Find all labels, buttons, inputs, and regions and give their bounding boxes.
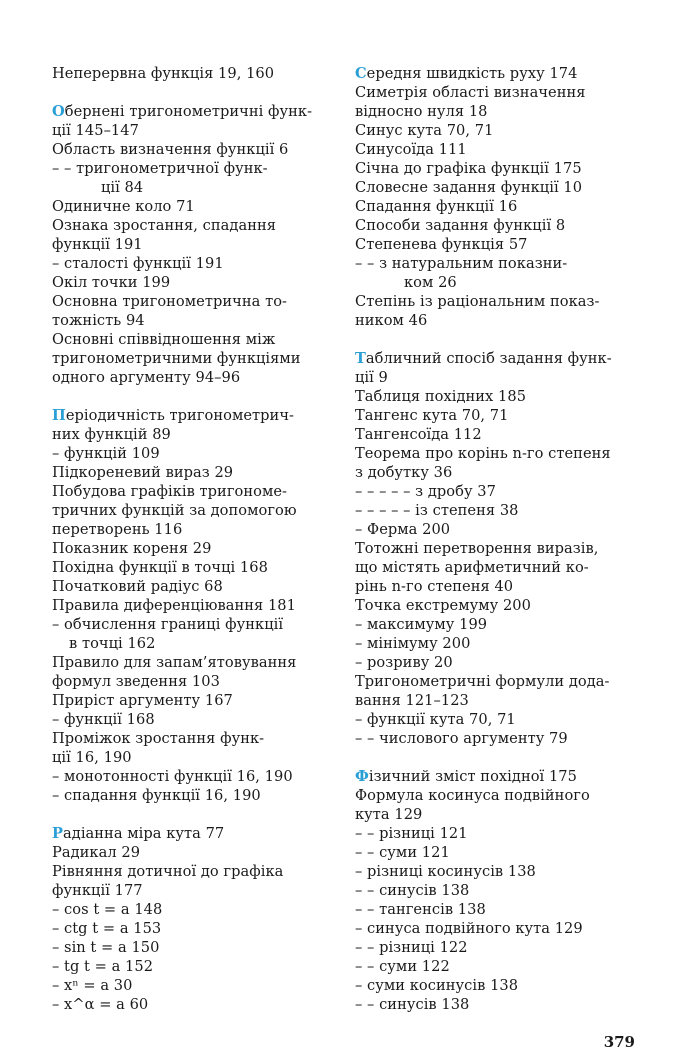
index-entry	[52, 254, 337, 273]
index-column-right	[355, 64, 655, 1014]
index-entry	[355, 501, 655, 520]
index-entry-text: Побудова графіків тригономе-	[52, 483, 288, 500]
index-entry-text: Тангенс кута 70, 71	[355, 407, 509, 424]
index-entry	[355, 843, 655, 862]
index-entry-text: ізичний зміст похідної 175	[368, 768, 577, 785]
index-entry	[355, 425, 655, 444]
index-entry	[52, 121, 337, 140]
index-entry	[52, 862, 337, 881]
index-entry	[52, 140, 337, 159]
index-entry-text: – – тригонометричної функ-	[52, 160, 268, 177]
index-entry	[52, 900, 337, 919]
index-entry	[355, 539, 655, 558]
index-entry	[355, 292, 655, 311]
index-entry-text: функції 177	[52, 882, 143, 899]
index-entry	[355, 254, 655, 273]
index-entry-text: Тотожні перетворення виразів,	[355, 540, 599, 557]
index-entry	[52, 368, 337, 387]
index-entry-text: тожність 94	[52, 312, 145, 329]
index-entry	[52, 520, 337, 539]
index-entry-text: абличний спосіб задання функ-	[365, 350, 612, 367]
index-entry-text: еріодичність тригонометрич-	[65, 407, 295, 424]
index-entry-text: Січна до графіка функції 175	[355, 160, 582, 177]
index-entry	[355, 520, 655, 539]
index-entry-text: відносно нуля 18	[355, 103, 488, 120]
index-entry	[52, 558, 337, 577]
index-section-heading	[52, 406, 337, 425]
index-entry	[355, 634, 655, 653]
index-entry	[355, 235, 655, 254]
index-entry	[355, 406, 655, 425]
index-entry-text: ком 26	[404, 274, 457, 291]
index-entry	[52, 957, 337, 976]
index-entry-text: Ознака зростання, спадання	[52, 217, 277, 234]
index-entry-text: – cos t = a 148	[52, 901, 163, 918]
index-entry	[52, 64, 337, 83]
index-entry-text: – – різниці 122	[355, 939, 468, 956]
index-entry	[52, 197, 337, 216]
index-entry	[355, 672, 655, 691]
index-entry	[355, 881, 655, 900]
index-entry	[52, 159, 337, 178]
index-section-heading	[52, 824, 337, 843]
index-entry-text: Рівняння дотичної до графіка	[52, 863, 284, 880]
index-entry-text: Окіл точки 199	[52, 274, 171, 291]
index-entry-text: Словесне задання функції 10	[355, 179, 583, 196]
index-entry-text: тригонометричними функціями	[52, 350, 301, 367]
index-entry-text: Одиничне коло 71	[52, 198, 195, 215]
index-entry-text: ції 84	[101, 179, 144, 196]
index-entry	[52, 786, 337, 805]
index-entry-text: перетворень 116	[52, 521, 183, 538]
index-section-heading	[52, 102, 337, 121]
index-entry-text: Симетрія області визначення	[355, 84, 586, 101]
index-entry-text: Правила диференціювання 181	[52, 597, 296, 614]
index-section-heading	[355, 64, 655, 83]
index-entry-text: – спадання функції 16, 190	[52, 787, 261, 804]
section-letter: Ф	[355, 768, 369, 785]
index-entry-text: – розриву 20	[355, 654, 453, 671]
index-entry	[52, 330, 337, 349]
index-entry	[355, 444, 655, 463]
index-entry-text: – Ферма 200	[355, 521, 451, 538]
index-entry-text: Степенева функція 57	[355, 236, 528, 253]
index-entry-text: ції 145–147	[52, 122, 139, 139]
index-entry-text: – максимуму 199	[355, 616, 488, 633]
section-gap	[355, 748, 655, 767]
index-entry-text: ції 16, 190	[52, 749, 132, 766]
index-entry	[355, 311, 655, 330]
index-entry	[355, 102, 655, 121]
index-entry-text: них функцій 89	[52, 426, 171, 443]
index-entry	[355, 976, 655, 995]
index-entry-text: – монотонності функції 16, 190	[52, 768, 293, 785]
index-entry-text: що містять арифметичний ко-	[355, 559, 589, 576]
index-section-heading	[355, 349, 655, 368]
index-entry	[52, 615, 337, 634]
index-entry	[355, 805, 655, 824]
index-entry-text: Підкореневий вираз 29	[52, 464, 234, 481]
index-entry-text: – суми косинусів 138	[355, 977, 519, 994]
index-entry-text: Формула косинуса подвійного	[355, 787, 590, 804]
index-entry-text: бернені тригонометричні функ-	[64, 103, 313, 120]
index-entry	[52, 995, 337, 1014]
index-entry	[52, 919, 337, 938]
index-entry	[52, 235, 337, 254]
section-letter: Р	[52, 825, 64, 842]
index-entry	[355, 197, 655, 216]
index-entry-text: – мінімуму 200	[355, 635, 471, 652]
index-entry-text: тричних функцій за допомогою	[52, 502, 297, 519]
index-entry	[355, 938, 655, 957]
index-entry-text: – функцій 109	[52, 445, 160, 462]
index-entry	[52, 482, 337, 501]
page-number: 379	[603, 1033, 635, 1051]
index-entry	[52, 425, 337, 444]
index-entry-text: – tg t = a 152	[52, 958, 154, 975]
index-entry-text: ником 46	[355, 312, 428, 329]
index-entry	[52, 292, 337, 311]
index-entry	[355, 216, 655, 235]
index-entry	[52, 710, 337, 729]
index-entry	[52, 463, 337, 482]
index-entry-text: Область визначення функції 6	[52, 141, 289, 158]
index-entry	[355, 653, 655, 672]
section-letter: Т	[355, 350, 366, 367]
index-entry-text: вання 121–123	[355, 692, 469, 709]
index-entry-text: – ctg t = a 153	[52, 920, 162, 937]
index-entry-text: ередня швидкість руху 174	[366, 65, 578, 82]
section-gap	[52, 805, 337, 824]
index-entry-text: – функції 168	[52, 711, 155, 728]
index-entry	[355, 482, 655, 501]
index-entry-text: Способи задання функції 8	[355, 217, 566, 234]
index-entry	[355, 995, 655, 1014]
index-entry-text: Показник кореня 29	[52, 540, 212, 557]
index-entry-text: Точка екстремуму 200	[355, 597, 531, 614]
index-entry	[355, 178, 655, 197]
index-entry	[52, 444, 337, 463]
index-entry	[355, 368, 655, 387]
index-entry-text: рінь n-го степеня 40	[355, 578, 514, 595]
index-entry-text: функції 191	[52, 236, 143, 253]
index-entry	[52, 178, 337, 197]
index-entry-text: – – з натуральним показни-	[355, 255, 568, 272]
index-entry-text: – xⁿ = a 30	[52, 977, 133, 994]
index-entry-text: – – – – – із степеня 38	[355, 502, 519, 519]
index-entry-text: – – суми 121	[355, 844, 450, 861]
index-entry-text: Основна тригонометрична то-	[52, 293, 288, 310]
index-entry	[355, 691, 655, 710]
index-entry	[52, 634, 337, 653]
index-entry-text: Приріст аргументу 167	[52, 692, 233, 709]
index-entry-text: – – тангенсів 138	[355, 901, 486, 918]
index-entry	[355, 596, 655, 615]
index-entry-text: в точці 162	[69, 635, 156, 652]
index-entry	[52, 767, 337, 786]
index-entry	[52, 653, 337, 672]
index-entry-text: – сталості функції 191	[52, 255, 224, 272]
index-entry-text: Спадання функції 16	[355, 198, 518, 215]
index-entry-text: – – синусів 138	[355, 996, 470, 1013]
index-entry	[355, 273, 655, 292]
index-entry	[355, 786, 655, 805]
index-entry-text: – різниці косинусів 138	[355, 863, 536, 880]
index-entry	[52, 729, 337, 748]
index-entry-text: Синус кута 70, 71	[355, 122, 494, 139]
index-entry	[52, 216, 337, 235]
index-entry-text: – функції кута 70, 71	[355, 711, 516, 728]
index-entry	[52, 273, 337, 292]
index-entry	[355, 121, 655, 140]
index-entry-text: Синусоїда 111	[355, 141, 467, 158]
index-entry-text: Степінь із раціональним показ-	[355, 293, 600, 310]
index-entry	[52, 349, 337, 368]
index-entry-text: – – числового аргументу 79	[355, 730, 568, 747]
index-entry	[355, 159, 655, 178]
index-entry-text: Тригонометричні формули дода-	[355, 673, 610, 690]
index-entry	[355, 729, 655, 748]
index-entry	[52, 501, 337, 520]
index-column-left	[52, 64, 337, 1014]
index-entry	[52, 577, 337, 596]
index-entry	[52, 596, 337, 615]
index-entry	[52, 672, 337, 691]
index-entry	[355, 140, 655, 159]
section-gap	[52, 83, 337, 102]
index-entry-text: Теорема про корінь n-го степеня	[355, 445, 611, 462]
index-entry	[355, 710, 655, 729]
index-entry-text: – x^α = a 60	[52, 996, 149, 1013]
index-entry-text: – sin t = a 150	[52, 939, 160, 956]
section-letter: С	[355, 65, 367, 82]
index-entry-text: з добутку 36	[355, 464, 453, 481]
index-entry	[355, 83, 655, 102]
index-entry	[52, 748, 337, 767]
index-entry	[355, 919, 655, 938]
index-entry-text: кута 129	[355, 806, 423, 823]
index-entry	[52, 691, 337, 710]
index-entry	[52, 843, 337, 862]
index-entry	[52, 938, 337, 957]
index-entry-text: формул зведення 103	[52, 673, 220, 690]
index-entry-text: Початковий радіус 68	[52, 578, 223, 595]
index-entry-text: – обчислення границі функції	[52, 616, 284, 633]
index-entry	[355, 900, 655, 919]
index-entry-text: Радикал 29	[52, 844, 141, 861]
index-entry	[355, 387, 655, 406]
index-entry	[355, 957, 655, 976]
section-letter: П	[52, 407, 66, 424]
index-entry	[52, 539, 337, 558]
index-entry	[355, 824, 655, 843]
index-entry-text: – – синусів 138	[355, 882, 470, 899]
index-entry-text: – синуса подвійного кута 129	[355, 920, 583, 937]
index-entry	[52, 881, 337, 900]
index-entry-text: Неперервна функція 19, 160	[52, 65, 275, 82]
index-entry	[355, 577, 655, 596]
index-entry-text: одного аргументу 94–96	[52, 369, 241, 386]
index-entry-text: – – – – – з дробу 37	[355, 483, 496, 500]
index-entry-text: адіанна міра кута 77	[63, 825, 225, 842]
index-entry-text: Проміжок зростання функ-	[52, 730, 265, 747]
index-entry-text: – – суми 122	[355, 958, 450, 975]
index-entry-text: Правило для запам’ятовування	[52, 654, 297, 671]
index-entry-text: Тангенсоїда 112	[355, 426, 482, 443]
index-entry	[355, 558, 655, 577]
section-gap	[355, 330, 655, 349]
index-entry-text: Похідна функції в точці 168	[52, 559, 268, 576]
index-entry	[355, 463, 655, 482]
index-entry-text: – – різниці 121	[355, 825, 468, 842]
index-entry-text: Таблиця похідних 185	[355, 388, 527, 405]
section-gap	[52, 387, 337, 406]
index-entry	[52, 311, 337, 330]
index-entry-text: Основні співвідношення між	[52, 331, 276, 348]
section-letter: О	[52, 103, 65, 120]
index-entry	[52, 976, 337, 995]
index-entry	[355, 615, 655, 634]
index-entry-text: ції 9	[355, 369, 388, 386]
index-section-heading	[355, 767, 655, 786]
index-entry	[355, 862, 655, 881]
